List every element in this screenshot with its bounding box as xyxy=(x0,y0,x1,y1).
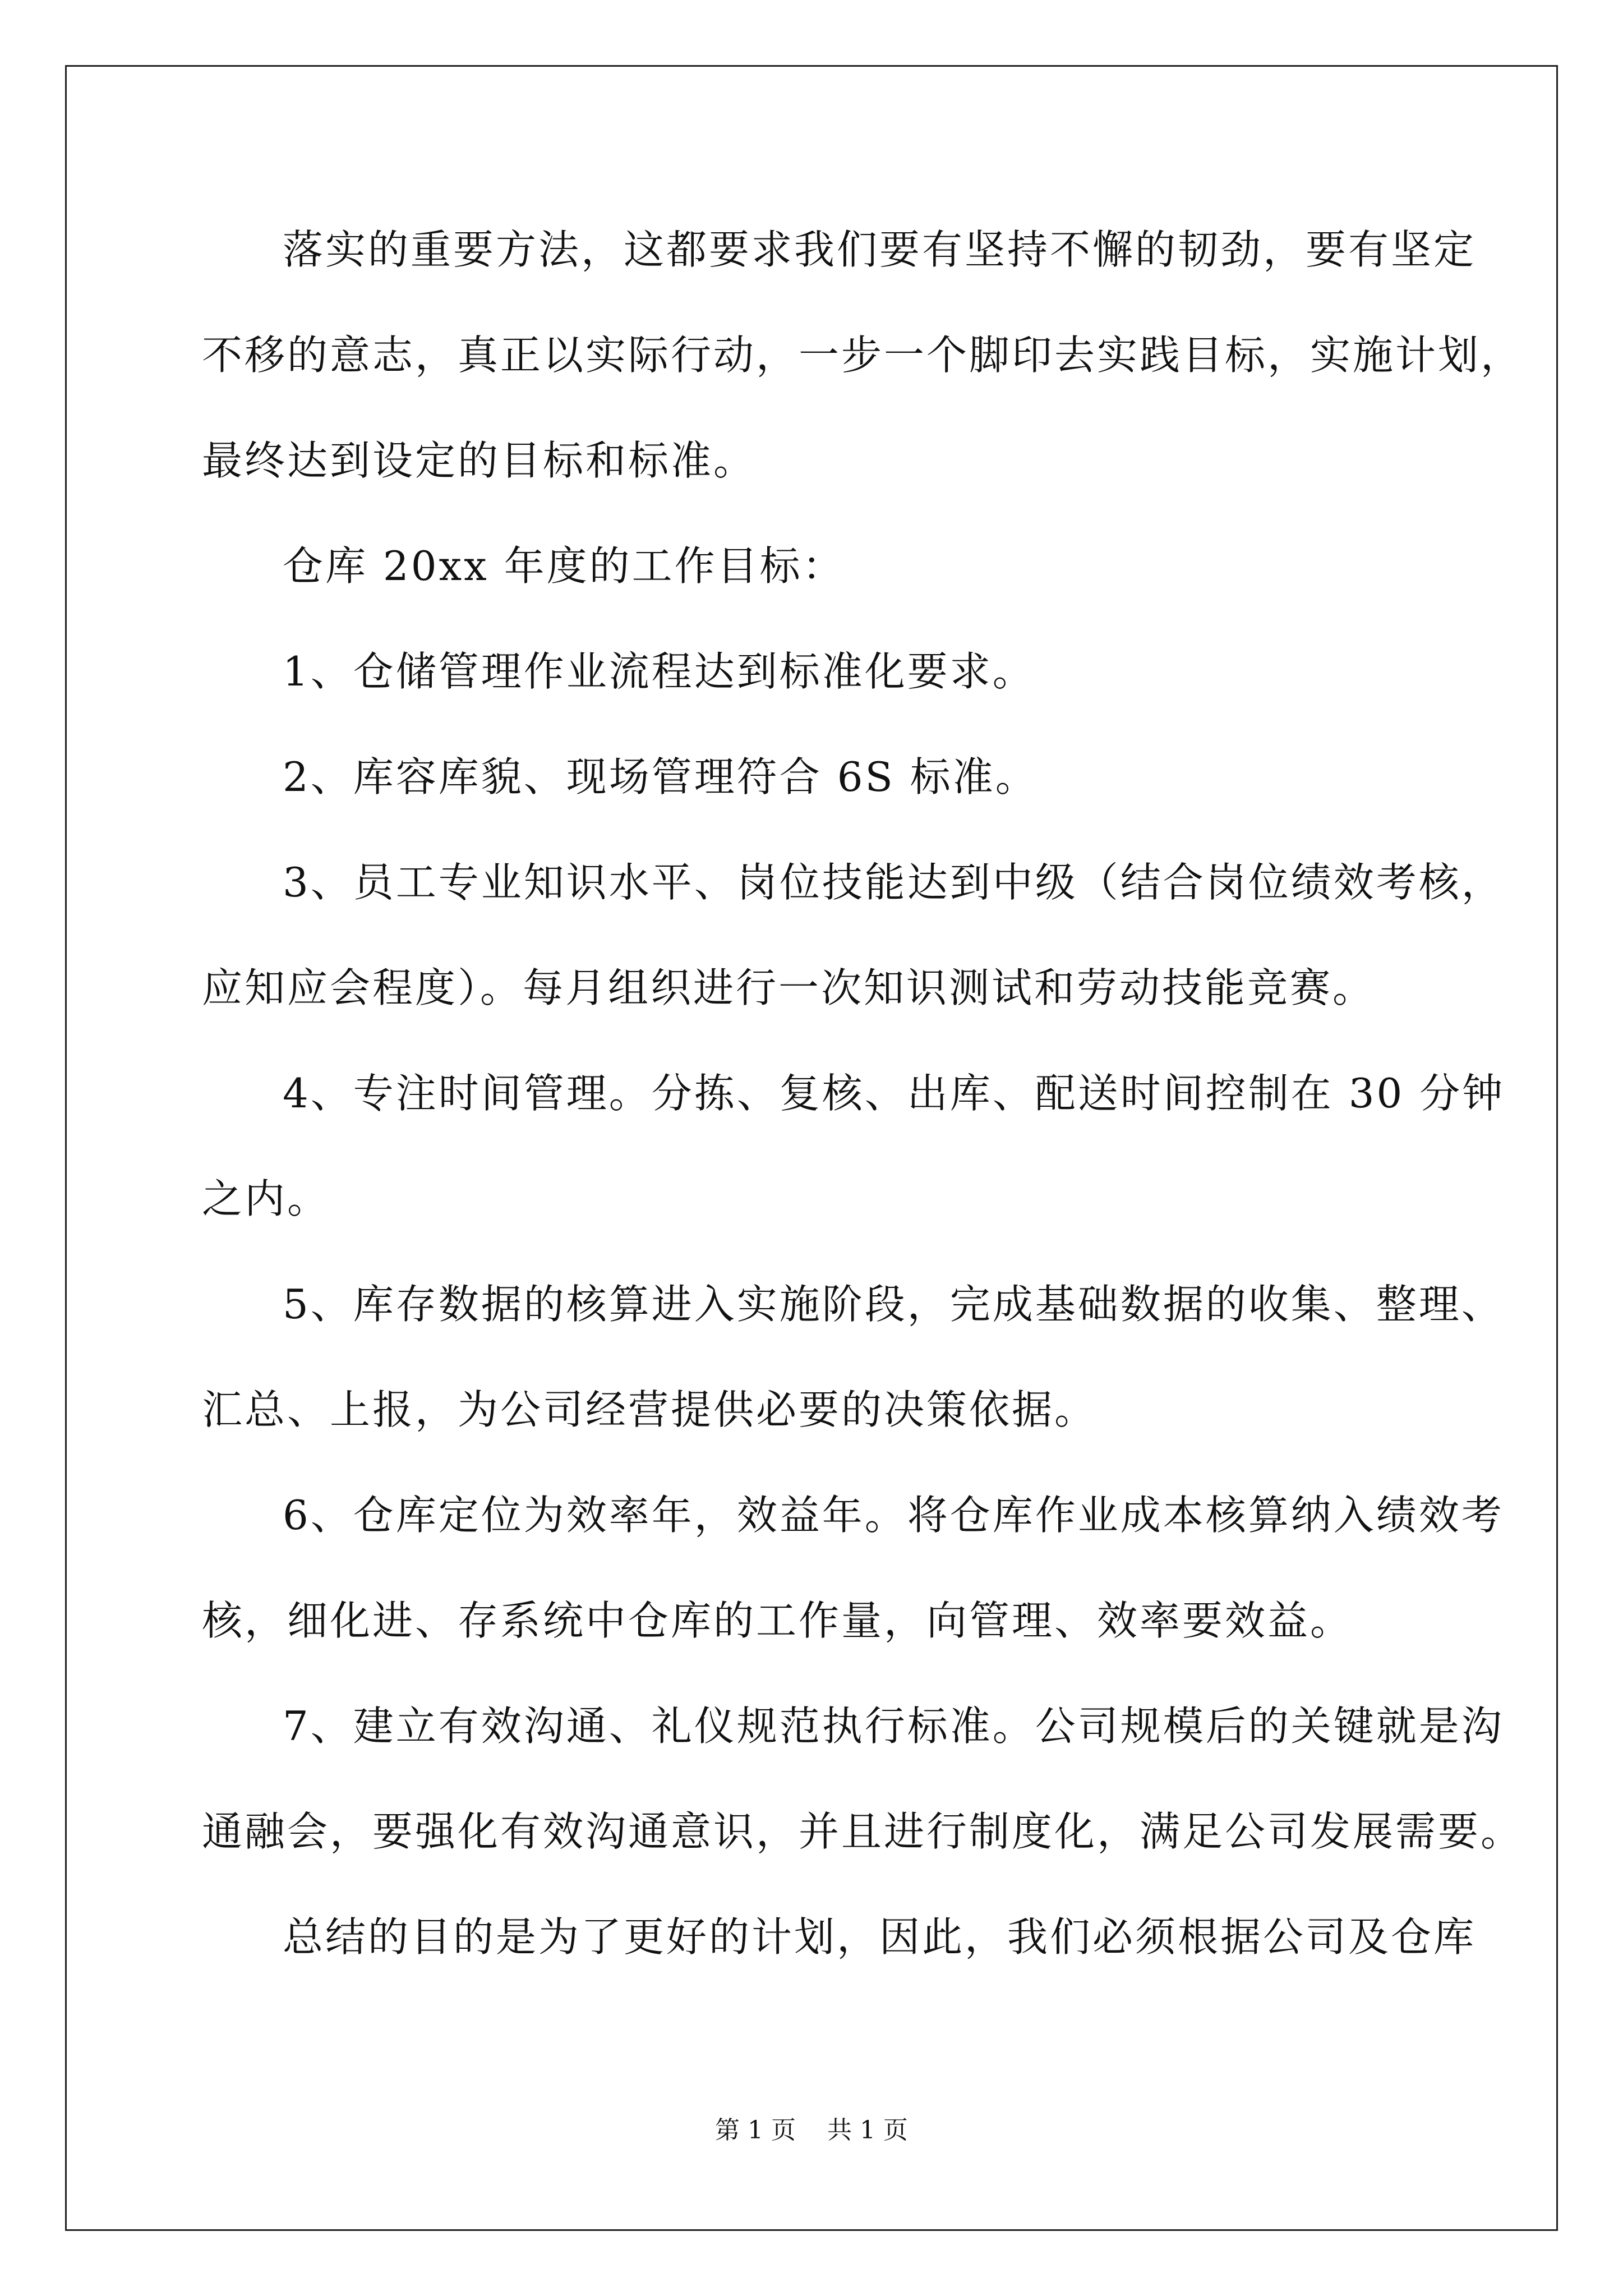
list-item: 6、仓库定位为效率年，效益年。将仓库作业成本核算纳入绩效考 xyxy=(283,1492,1504,1539)
list-item: 4、专注时间管理。分拣、复核、出库、配送时间控制在 30 分钟 xyxy=(283,1070,1505,1117)
section-heading: 仓库 20xx 年度的工作目标： xyxy=(283,542,845,590)
list-item: 7、建立有效沟通、礼仪规范执行标准。公司规模后的关键就是沟 xyxy=(283,1703,1504,1750)
paragraph-line: 不移的意志，真正以实际行动，一步一个脚印去实践目标，实施计划， xyxy=(202,332,1524,379)
list-item: 3、员工专业知识水平、岗位技能达到中级（结合岗位绩效考核， xyxy=(283,859,1504,906)
list-item-continuation: 通融会，要强化有效沟通意识，并且进行制度化，满足公司发展需要。 xyxy=(202,1808,1524,1855)
page-border xyxy=(65,65,1558,2231)
list-item-continuation: 应知应会程度）。每月组织进行一次知识测试和劳动技能竞赛。 xyxy=(202,964,1376,1011)
list-item-continuation: 核，细化进、存系统中仓库的工作量，向管理、效率要效益。 xyxy=(202,1597,1353,1644)
paragraph-line: 总结的目的是为了更好的计划，因此，我们必须根据公司及仓库 xyxy=(283,1913,1477,1961)
page-number: 第 1 页 共 1 页 xyxy=(715,2116,908,2145)
list-item: 1、仓储管理作业流程达到标准化要求。 xyxy=(283,648,1035,695)
list-item: 2、库容库貌、现场管理符合 6S 标准。 xyxy=(283,753,1038,800)
paragraph-line: 最终达到设定的目标和标准。 xyxy=(202,437,757,484)
list-item-continuation: 之内。 xyxy=(202,1175,330,1222)
list-item-continuation: 汇总、上报，为公司经营提供必要的决策依据。 xyxy=(202,1386,1098,1433)
paragraph-line: 落实的重要方法，这都要求我们要有坚持不懈的韧劲，要有坚定 xyxy=(283,226,1477,273)
list-item: 5、库存数据的核算进入实施阶段，完成基础数据的收集、整理、 xyxy=(283,1281,1504,1328)
